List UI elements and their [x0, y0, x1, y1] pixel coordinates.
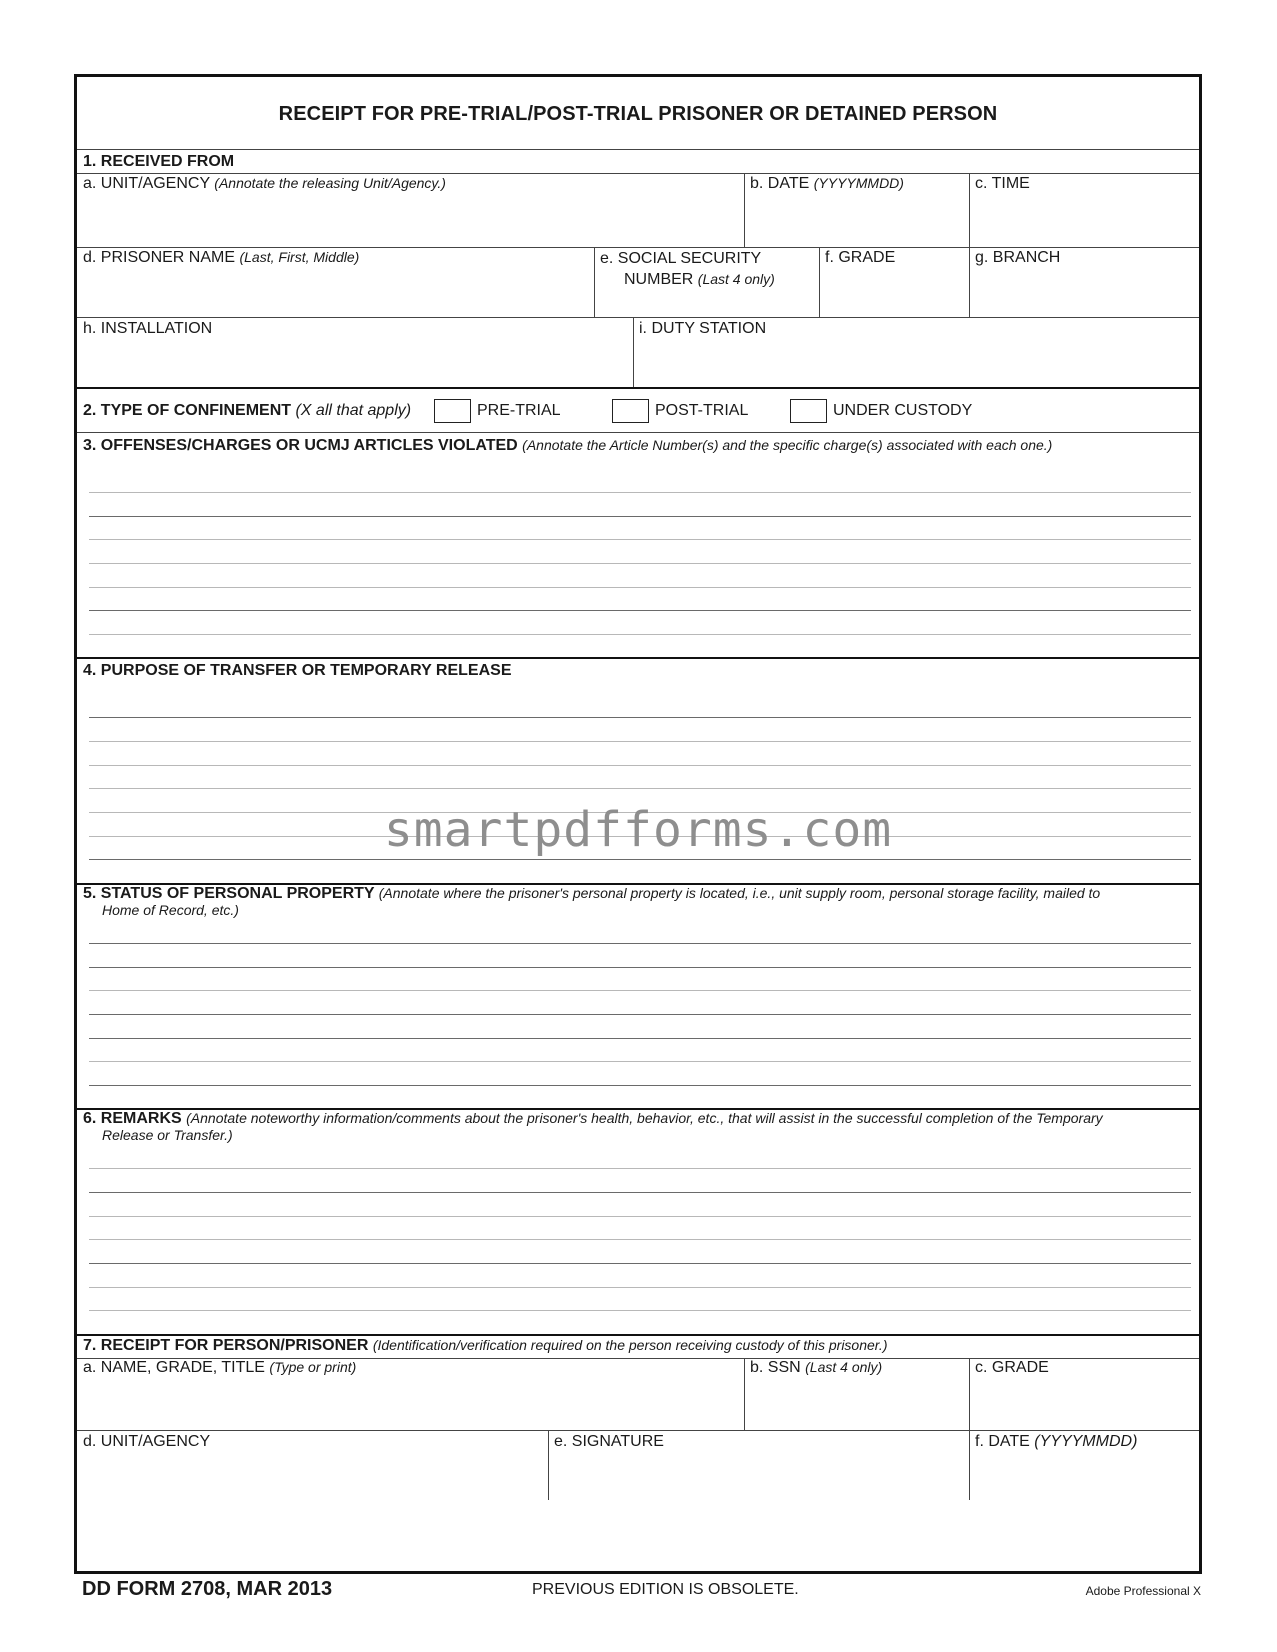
field-1d-note: (Last, First, Middle) — [239, 249, 360, 265]
section-4-heading: 4. PURPOSE OF TRANSFER OR TEMPORARY RELEASE — [83, 662, 512, 679]
post-trial-checkbox[interactable] — [612, 399, 649, 423]
field-7e-signature[interactable] — [554, 1433, 664, 1451]
field-1b-note: (YYYYMMDD) — [813, 175, 904, 191]
section-6-note: (Annotate noteworthy information/comments about the prisoner's health, behavior, etc., that will assist in the successful completion of the Temporary — [186, 1110, 1103, 1126]
divider — [594, 247, 595, 317]
field-1f-grade[interactable] — [825, 249, 895, 267]
section-5-note: (Annotate where the prisoner's personal property is located, i.e., unit supply room, personal storage facility, mailed to — [378, 885, 1101, 901]
field-1i-duty-station[interactable] — [639, 320, 766, 338]
field-7a-name-grade-title[interactable] — [83, 1359, 356, 1377]
divider — [969, 173, 970, 317]
field-1a-unit-agency[interactable] — [83, 175, 446, 193]
pre-trial-checkbox[interactable] — [434, 399, 471, 423]
section-3-note: (Annotate the Article Number(s) and the specific charge(s) associated with each one.) — [522, 437, 1053, 453]
field-1e-note: (Last 4 only) — [697, 271, 775, 287]
section-2-note: (X all that apply) — [295, 402, 412, 419]
field-7d-label: d. UNIT/AGENCY — [83, 1433, 211, 1450]
divider — [77, 1430, 1199, 1431]
field-7b-label: b. SSN — [750, 1359, 801, 1376]
divider — [633, 317, 634, 387]
field-1b-label: b. DATE — [750, 175, 810, 192]
section-6-heading — [83, 1110, 1103, 1128]
section-6-note-cont: Release or Transfer.) — [102, 1127, 233, 1143]
footer-software: Adobe Professional X — [1085, 1584, 1201, 1598]
field-1c-time[interactable] — [975, 175, 1030, 193]
section-2-heading — [83, 402, 411, 420]
field-7f-label: f. DATE — [975, 1433, 1030, 1450]
field-1i-label: i. DUTY STATION — [639, 320, 767, 337]
under-custody-label: UNDER CUSTODY — [833, 402, 973, 419]
footer-form-id: DD FORM 2708, MAR 2013 — [82, 1578, 333, 1600]
field-7b-note: (Last 4 only) — [805, 1359, 883, 1375]
field-1g-branch[interactable] — [975, 249, 1060, 267]
section-5-heading — [83, 885, 1100, 903]
divider — [548, 1430, 549, 1500]
divider — [77, 317, 1199, 318]
field-1h-installation[interactable] — [83, 320, 212, 338]
field-7a-note: (Type or print) — [269, 1359, 357, 1375]
section-2-title: 2. TYPE OF CONFINEMENT — [83, 402, 292, 419]
divider — [969, 1358, 970, 1500]
field-1e-label: e. SOCIAL SECURITY — [600, 250, 762, 267]
field-7e-label: e. SIGNATURE — [554, 1433, 664, 1450]
divider — [77, 173, 1199, 174]
field-1e-ssn[interactable] — [600, 249, 775, 290]
post-trial-label: POST-TRIAL — [655, 402, 749, 419]
divider — [77, 149, 1199, 150]
field-7d-unit-agency[interactable] — [83, 1433, 210, 1451]
field-1e-label2: NUMBER — [624, 271, 694, 288]
section-5-note-cont: Home of Record, etc.) — [102, 902, 239, 918]
field-1c-label: c. TIME — [975, 175, 1030, 192]
divider — [77, 387, 1199, 389]
section-3-title: 3. OFFENSES/CHARGES OR UCMJ ARTICLES VIOLATED — [83, 437, 518, 454]
field-7f-note: (YYYYMMDD) — [1034, 1433, 1138, 1450]
pre-trial-label: PRE-TRIAL — [477, 402, 561, 419]
divider — [77, 247, 1199, 248]
divider — [77, 657, 1199, 659]
divider — [77, 1334, 1199, 1336]
watermark: smartpdfforms.com — [383, 802, 893, 858]
divider — [744, 173, 745, 247]
field-1g-label: g. BRANCH — [975, 249, 1061, 266]
field-7a-label: a. NAME, GRADE, TITLE — [83, 1359, 265, 1376]
section-7-title: 7. RECEIPT FOR PERSON/PRISONER — [83, 1337, 369, 1354]
field-7f-date[interactable] — [975, 1433, 1137, 1451]
section-6-title: 6. REMARKS — [83, 1110, 182, 1127]
field-1h-label: h. INSTALLATION — [83, 320, 213, 337]
divider — [744, 1358, 745, 1430]
field-1a-note: (Annotate the releasing Unit/Agency.) — [214, 175, 446, 191]
field-1f-label: f. GRADE — [825, 249, 896, 266]
divider — [819, 247, 820, 317]
field-7c-grade[interactable] — [975, 1359, 1049, 1377]
divider — [77, 432, 1199, 433]
section-7-note: (Identification/verification required on the person receiving custody of this prisoner.) — [372, 1337, 888, 1353]
form-title: RECEIPT FOR PRE-TRIAL/POST-TRIAL PRISONER OR DETAINED PERSON — [278, 102, 998, 125]
section-5-title: 5. STATUS OF PERSONAL PROPERTY — [83, 885, 375, 902]
field-7b-ssn[interactable] — [750, 1359, 882, 1377]
field-1d-prisoner-name[interactable] — [83, 249, 359, 267]
form-container — [74, 74, 1202, 1574]
field-1d-label: d. PRISONER NAME — [83, 249, 236, 266]
section-1-heading: 1. RECEIVED FROM — [83, 153, 235, 170]
field-1b-date[interactable] — [750, 175, 904, 193]
field-1a-label: a. UNIT/AGENCY — [83, 175, 210, 192]
footer-edition-note: PREVIOUS EDITION IS OBSOLETE. — [532, 1581, 799, 1598]
under-custody-checkbox[interactable] — [790, 399, 827, 423]
section-7-heading — [83, 1337, 887, 1355]
field-7c-label: c. GRADE — [975, 1359, 1049, 1376]
section-3-heading — [83, 437, 1052, 455]
